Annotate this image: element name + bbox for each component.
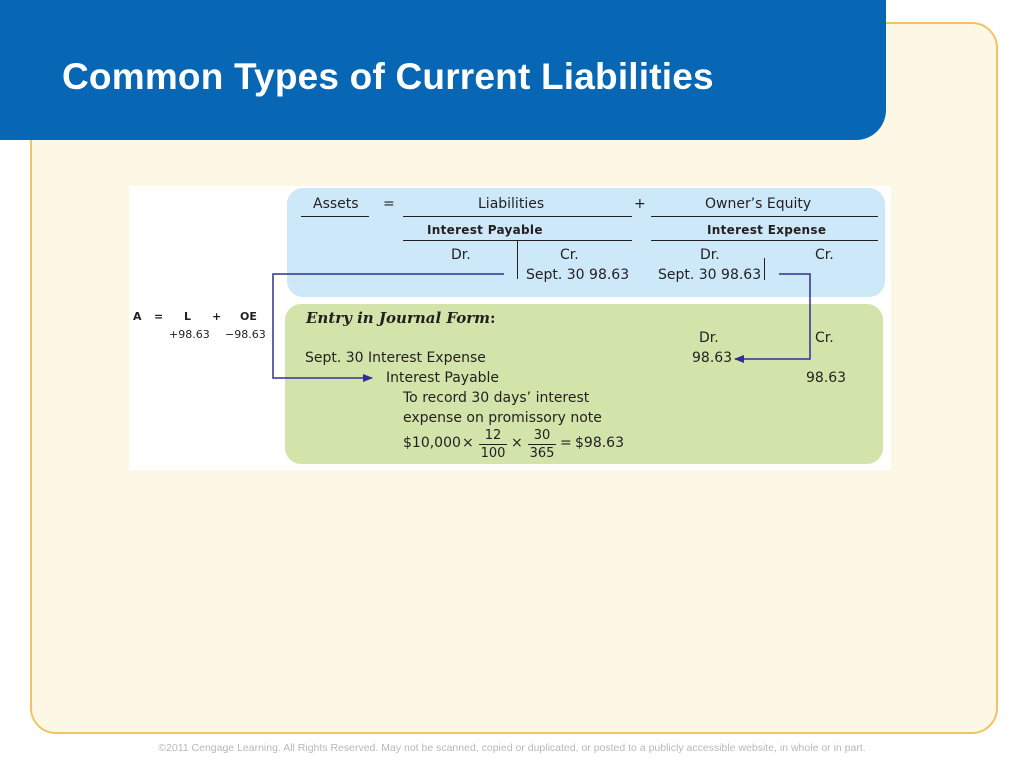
calc-rate-numerator: 12 [479,429,507,445]
calc-times-1: × [462,435,474,451]
calc-equals: = [560,435,572,451]
journal-line1-amount: 98.63 [692,350,733,366]
aloe-l: L [184,310,192,323]
t-account-entry-interest-expense: Sept. 30 98.63 [658,267,762,283]
arrow-expense-to-debit [735,274,810,359]
calc-days-denominator: 365 [529,446,555,461]
t-account-entry-interest-payable: Sept. 30 98.63 [526,267,630,283]
equation-equals: = [383,196,395,212]
calc-principal: $10,000 [403,435,461,451]
journal-line2-account: Interest Payable [386,370,500,386]
copyright-notice: ©2011 Cengage Learning. All Rights Reserved. May not be scanned, copied or duplicated, or posted to a publicly accessible website, in whole or in part. [158,742,866,754]
equation-plus: + [634,196,646,212]
t-account-dr-interest-expense: Dr. [700,247,720,263]
title-bar [0,0,886,140]
journal-line2-amount: 98.63 [806,370,847,386]
calc-times-2: × [511,435,523,451]
journal-line1-account: Sept. 30 Interest Expense [305,350,486,366]
t-account-title-interest-payable: Interest Payable [427,223,543,237]
journal-explanation-1: To record 30 days’ interest [403,390,590,406]
t-account-title-interest-expense: Interest Expense [707,223,827,237]
aloe-plus: + [212,310,222,323]
journal-cr-label: Cr. [815,330,834,346]
accounting-figure [129,186,891,470]
connector-arrows [129,186,891,470]
calc-result: $98.63 [575,435,624,451]
journal-dr-label: Dr. [699,330,719,346]
arrow-payable-to-credit [273,274,504,378]
aloe-a: A [133,310,142,323]
equation-owners-equity: Owner’s Equity [705,196,812,212]
equation-liabilities: Liabilities [478,196,545,212]
t-account-cr-interest-payable: Cr. [560,247,579,263]
equation-assets: Assets [313,196,359,212]
t-account-dr-interest-payable: Dr. [451,247,471,263]
aloe-oe: OE [240,310,257,323]
slide-title: Common Types of Current Liabilities [62,56,714,97]
journal-heading-text: Entry in Journal Form [306,309,490,327]
aloe-l-value: +98.63 [169,328,210,341]
t-account-cr-interest-expense: Cr. [815,247,834,263]
journal-heading-colon: : [490,309,496,327]
aloe-oe-value: −98.63 [225,328,266,341]
calc-days-numerator: 30 [528,429,556,445]
calc-rate-denominator: 100 [480,446,506,461]
aloe-equals: = [154,310,164,323]
journal-explanation-2: expense on promissory note [403,410,602,426]
